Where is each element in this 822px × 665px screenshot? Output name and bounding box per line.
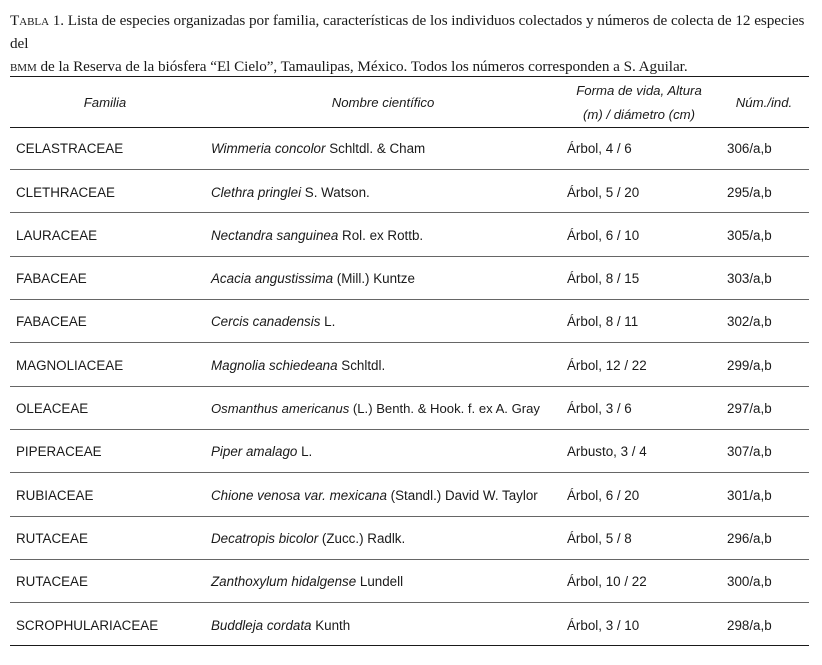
row-4-familia: FABACEAE <box>16 271 87 286</box>
row-12-species: Buddleja cordata <box>211 618 312 633</box>
row-rule <box>10 429 809 430</box>
row-9-author: (Standl.) David W. Taylor <box>386 488 538 503</box>
row-4-author: (Mill.) Kuntze <box>333 271 415 286</box>
row-rule <box>10 212 809 213</box>
caption-line-2 <box>10 55 816 78</box>
row-7-species: Osmanthus americanus <box>211 401 350 416</box>
row-1-forma: Árbol, 4 / 6 <box>567 141 632 156</box>
row-4-num: 303/a,b <box>727 271 772 286</box>
row-4-nombre <box>211 271 415 286</box>
table-header-rule <box>10 127 809 128</box>
row-12-forma: Árbol, 3 / 10 <box>567 618 640 633</box>
row-12-num: 298/a,b <box>727 618 772 633</box>
row-10-familia: RUTACEAE <box>16 531 88 546</box>
row-5-species: Cercis canadensis <box>211 314 321 329</box>
row-5-nombre <box>211 314 335 329</box>
header-familia: Familia <box>83 95 127 110</box>
row-9-familia: RUBIACEAE <box>16 488 94 503</box>
row-1-familia: CELASTRACEAE <box>16 141 124 156</box>
caption-text-1: Lista de especies organizadas por familia, características de los individuos colectados y números de colecta de 12 especies del <box>10 12 805 52</box>
row-5-num: 302/a,b <box>727 314 772 329</box>
row-7-forma: Árbol, 3 / 6 <box>567 401 632 416</box>
row-rule <box>10 342 809 343</box>
caption-acronym: bmm <box>10 58 37 75</box>
row-1-nombre <box>211 141 425 156</box>
row-9-num: 301/a,b <box>727 488 772 503</box>
row-12-familia: SCROPHULARIACEAE <box>16 618 159 633</box>
row-3-author: Rol. ex Rottb. <box>338 228 424 243</box>
row-11-forma: Árbol, 10 / 22 <box>567 574 647 589</box>
row-7-author: (L.) Benth. & Hook. f. ex A. Gray <box>349 401 540 416</box>
row-3-forma: Árbol, 6 / 10 <box>567 228 640 243</box>
row-rule <box>10 386 809 387</box>
row-1-species: Wimmeria concolor <box>211 141 326 156</box>
header-nombre-cientifico: Nombre científico <box>331 95 435 110</box>
row-2-nombre <box>211 185 370 200</box>
row-rule <box>10 299 809 300</box>
row-6-familia: MAGNOLIACEAE <box>16 358 124 373</box>
row-1-author: Schltdl. & Cham <box>325 141 426 156</box>
row-11-nombre <box>211 574 403 589</box>
row-2-num: 295/a,b <box>727 185 772 200</box>
table-top-rule <box>10 76 809 77</box>
row-4-species: Acacia angustissima <box>211 271 334 286</box>
row-7-nombre <box>211 401 540 416</box>
header-num-ind: Núm./ind. <box>735 95 793 110</box>
row-rule <box>10 516 809 517</box>
header-forma-line-2: (m) / diámetro (cm) <box>582 107 696 122</box>
row-9-variety: mexicana <box>329 488 387 503</box>
row-4-forma: Árbol, 8 / 15 <box>567 271 640 286</box>
row-8-species: Piper amalago <box>211 444 298 459</box>
row-9-var-label: var. <box>300 488 330 503</box>
caption-label: Tabla 1. <box>10 12 65 29</box>
row-6-species: Magnolia schiedeana <box>211 358 338 373</box>
row-12-author: Kunth <box>311 618 351 633</box>
row-8-nombre <box>211 444 312 459</box>
row-2-forma: Árbol, 5 / 20 <box>567 185 640 200</box>
header-forma-line-1: Forma de vida, Altura <box>576 83 702 98</box>
row-11-author: Lundell <box>356 574 404 589</box>
row-9-forma: Árbol, 6 / 20 <box>567 488 640 503</box>
row-9-nombre <box>211 488 538 503</box>
row-6-nombre <box>211 358 385 373</box>
row-2-familia: CLETHRACEAE <box>16 185 115 200</box>
row-7-num: 297/a,b <box>727 401 772 416</box>
row-rule <box>10 559 809 560</box>
row-3-familia: LAURACEAE <box>16 228 98 243</box>
row-5-author: L. <box>320 314 336 329</box>
row-12-nombre <box>211 618 350 633</box>
row-9-species: Chione venosa <box>211 488 301 503</box>
row-8-author: L. <box>297 444 313 459</box>
row-6-author: Schltdl. <box>337 358 386 373</box>
row-6-num: 299/a,b <box>727 358 772 373</box>
row-10-forma: Árbol, 5 / 8 <box>567 531 632 546</box>
row-10-nombre <box>211 531 405 546</box>
row-1-num: 306/a,b <box>727 141 772 156</box>
row-3-num: 305/a,b <box>727 228 772 243</box>
row-5-familia: FABACEAE <box>16 314 87 329</box>
table-caption <box>10 9 816 78</box>
row-rule <box>10 169 809 170</box>
row-11-species: Zanthoxylum hidalgense <box>211 574 357 589</box>
row-rule <box>10 602 809 603</box>
row-10-author: (Zucc.) Radlk. <box>318 531 406 546</box>
row-10-num: 296/a,b <box>727 531 772 546</box>
row-8-familia: PIPERACEAE <box>16 444 102 459</box>
row-7-familia: OLEACEAE <box>16 401 89 416</box>
row-rule <box>10 472 809 473</box>
table-bottom-rule <box>10 645 809 646</box>
row-6-forma: Árbol, 12 / 22 <box>567 358 647 373</box>
row-3-species: Nectandra sanguinea <box>211 228 339 243</box>
row-3-nombre <box>211 228 423 243</box>
caption-line-1 <box>10 9 816 55</box>
row-10-species: Decatropis bicolor <box>211 531 319 546</box>
row-5-forma: Árbol, 8 / 11 <box>567 314 639 329</box>
row-8-num: 307/a,b <box>727 444 772 459</box>
row-2-species: Clethra pringlei <box>211 185 302 200</box>
row-2-author: S. Watson. <box>301 185 370 200</box>
row-11-num: 300/a,b <box>727 574 772 589</box>
row-rule <box>10 256 809 257</box>
row-11-familia: RUTACEAE <box>16 574 88 589</box>
caption-text-2: de la Reserva de la biósfera “El Cielo”, Tamaulipas, México. Todos los números corresponden a S. Aguilar. <box>36 58 688 75</box>
row-8-forma: Arbusto, 3 / 4 <box>567 444 647 459</box>
